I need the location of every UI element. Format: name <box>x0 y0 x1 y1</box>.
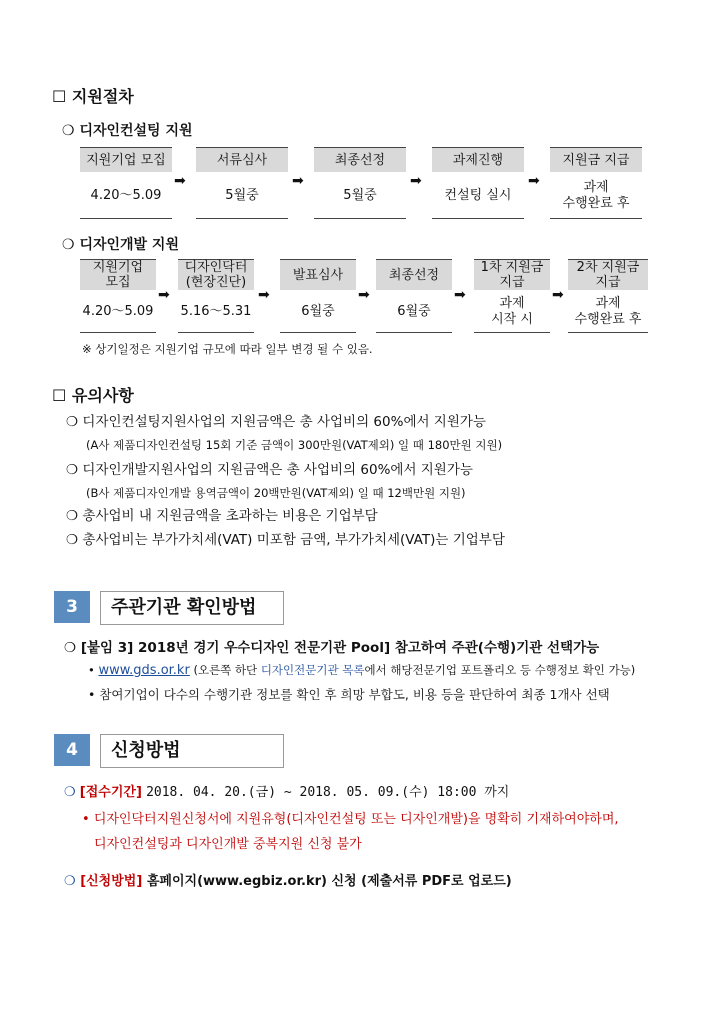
develop-step-3 <box>280 259 356 333</box>
develop-step-1 <box>80 259 156 333</box>
step-value: 4.20～5.09 <box>82 304 154 319</box>
circle-bullet-icon: ❍ <box>66 508 79 524</box>
gds-link[interactable]: www.gds.or.kr <box>98 663 190 678</box>
step-value: 4.20～5.09 <box>90 188 162 203</box>
org-check-bullet-2 <box>88 685 610 703</box>
section-title-text: 유의사항 <box>71 386 134 405</box>
consult-subtitle <box>62 120 193 140</box>
step-label: 최종선정 <box>376 260 452 290</box>
step-value: 5월중 <box>343 188 377 203</box>
bullet-text-post: 에서 해당전문기업 포트폴리오 등 수행정보 확인 가능) <box>364 663 636 677</box>
step-label-line1: 1차 지원금 <box>480 260 544 275</box>
consult-step-2 <box>196 147 288 219</box>
circle-bullet-icon: ❍ <box>64 640 77 656</box>
step-label <box>178 260 254 290</box>
method-value: 홈페이지(www.egbiz.or.kr) 신청 (제출서류 PDF로 업로드) <box>146 874 512 889</box>
step-label <box>568 260 648 290</box>
step-value: 5월중 <box>225 188 259 203</box>
step-value-line1: 과제 <box>499 296 525 311</box>
warning-line-1 <box>82 808 619 827</box>
step-label <box>474 260 550 290</box>
step-value-line2: 수행완료 후 <box>574 312 642 327</box>
section-procedure-title <box>52 84 134 107</box>
warning-line-2: 디자인컨설팅과 디자인개발 중복지원 신청 불가 <box>94 837 362 852</box>
schedule-note: ※ 상기일정은 지원기업 규모에 따라 일부 변경 될 수 있음. <box>82 342 373 356</box>
step-value: 컨설팅 실시 <box>444 188 512 203</box>
consult-step-4 <box>432 147 524 219</box>
section-heading: 신청방법 <box>100 734 284 768</box>
circle-bullet-icon: ❍ <box>66 414 79 430</box>
step-value-line2: 시작 시 <box>491 312 533 327</box>
step-value: 6월중 <box>301 304 335 319</box>
square-bullet-icon: ☐ <box>52 386 67 405</box>
arrow-right-icon: ➡ <box>258 287 270 303</box>
bullet-text: 참여기업이 다수의 수행기관 정보를 확인 후 희망 부합도, 비용 등을 판단하여 최종 1개사 선택 <box>99 687 610 702</box>
circle-bullet-icon: ❍ <box>62 123 75 139</box>
step-label-line2: (현장진단) <box>185 275 247 290</box>
arrow-right-icon: ➡ <box>454 287 466 303</box>
section-heading: 주관기관 확인방법 <box>100 591 284 625</box>
arrow-right-icon: ➡ <box>528 173 540 189</box>
develop-step-2 <box>178 259 254 333</box>
step-label-line2: 지급 <box>499 275 525 290</box>
circle-bullet-icon: ❍ <box>66 532 79 548</box>
step-label-line1: 디자인닥터 <box>184 260 248 275</box>
section-title-text: 지원절차 <box>71 87 134 106</box>
step-label-line2: 지급 <box>595 275 621 290</box>
step-value <box>568 294 648 330</box>
notice-text: 디자인컨설팅지원사업의 지원금액은 총 사업비의 60%에서 지원가능 <box>82 414 486 430</box>
warning-text: 디자인닥터지원신청서에 지원유형(디자인컨설팅 또는 디자인개발)을 명확히 기재하여야하며, <box>93 812 619 827</box>
dot-bullet-icon: • <box>88 687 96 702</box>
develop-step-4 <box>376 259 452 333</box>
circle-bullet-icon: ❍ <box>64 874 76 889</box>
notice-item-1 <box>66 410 486 430</box>
section-number-badge: 4 <box>54 734 90 766</box>
arrow-right-icon: ➡ <box>174 173 186 189</box>
step-label-line1: 2차 지원금 <box>576 260 640 275</box>
notice-item-2 <box>66 458 473 478</box>
notice-example-2: (B사 제품디자인개발 용역금액이 20백만원(VAT제외) 일 때 12백만원 지원) <box>86 486 466 500</box>
step-label: 지원기업 모집 <box>80 148 172 172</box>
step-label: 최종선정 <box>314 148 406 172</box>
notice-text: 총사업비 내 지원금액을 초과하는 비용은 기업부담 <box>82 508 378 524</box>
org-check-bullet-1 <box>88 662 635 678</box>
step-label: 발표심사 <box>280 260 356 290</box>
step-label <box>80 260 156 290</box>
step-value <box>550 176 642 216</box>
notice-item-3 <box>66 504 378 524</box>
step-label-line2: 모집 <box>105 275 131 290</box>
step-label: 과제진행 <box>432 148 524 172</box>
bullet-text-pre: (오른쪽 하단 <box>193 663 261 677</box>
notice-item-4 <box>66 528 505 548</box>
section-number-badge: 3 <box>54 591 90 623</box>
develop-subtitle <box>62 234 179 254</box>
consult-step-3 <box>314 147 406 219</box>
application-period <box>64 781 509 800</box>
circle-bullet-icon: ❍ <box>66 462 79 478</box>
circle-bullet-icon: ❍ <box>62 237 75 253</box>
method-label: [신청방법] <box>80 874 143 889</box>
step-label-line1: 지원기업 <box>92 260 144 275</box>
period-label: [접수기간] <box>79 785 142 800</box>
arrow-right-icon: ➡ <box>358 287 370 303</box>
dot-bullet-icon: • <box>82 812 90 827</box>
notice-text: 디자인개발지원사업의 지원금액은 총 사업비의 60%에서 지원가능 <box>82 462 473 478</box>
dot-bullet-icon: • <box>88 663 95 677</box>
org-check-main <box>64 636 599 656</box>
application-method <box>64 870 512 889</box>
section-notice-title <box>52 383 134 406</box>
consult-step-1 <box>80 147 172 219</box>
arrow-right-icon: ➡ <box>292 173 304 189</box>
square-bullet-icon: ☐ <box>52 87 67 106</box>
step-value: 6월중 <box>397 304 431 319</box>
step-value-line1: 과제 <box>583 180 609 195</box>
step-value: 5.16～5.31 <box>180 304 252 319</box>
consult-subtitle-text: 디자인컨설팅 지원 <box>79 123 193 139</box>
develop-step-5 <box>474 259 550 333</box>
arrow-right-icon: ➡ <box>552 287 564 303</box>
consult-step-5 <box>550 147 642 219</box>
step-value <box>474 294 550 330</box>
period-value: 2018. 04. 20.(금) ~ 2018. 05. 09.(수) 18:00 까지 <box>146 785 510 800</box>
circle-bullet-icon: ❍ <box>64 785 76 800</box>
step-value-line2: 수행완료 후 <box>562 196 630 211</box>
notice-example-1: (A사 제품디자인컨설팅 15회 기준 금액이 300만원(VAT제외) 일 때 180만원 지원) <box>86 438 503 452</box>
org-check-text: [붙임 3] 2018년 경기 우수디자인 전문기관 Pool] 참고하여 주관(수행)기관 선택가능 <box>80 640 600 656</box>
arrow-right-icon: ➡ <box>410 173 422 189</box>
step-value-line1: 과제 <box>595 296 621 311</box>
develop-step-6 <box>568 259 648 333</box>
arrow-right-icon: ➡ <box>158 287 170 303</box>
step-label: 지원금 지급 <box>550 148 642 172</box>
bullet-text-highlight: 디자인전문기관 목록 <box>260 663 365 677</box>
step-label: 서류심사 <box>196 148 288 172</box>
develop-subtitle-text: 디자인개발 지원 <box>79 237 179 253</box>
notice-text: 총사업비는 부가가치세(VAT) 미포함 금액, 부가가치세(VAT)는 기업부담 <box>82 532 505 548</box>
